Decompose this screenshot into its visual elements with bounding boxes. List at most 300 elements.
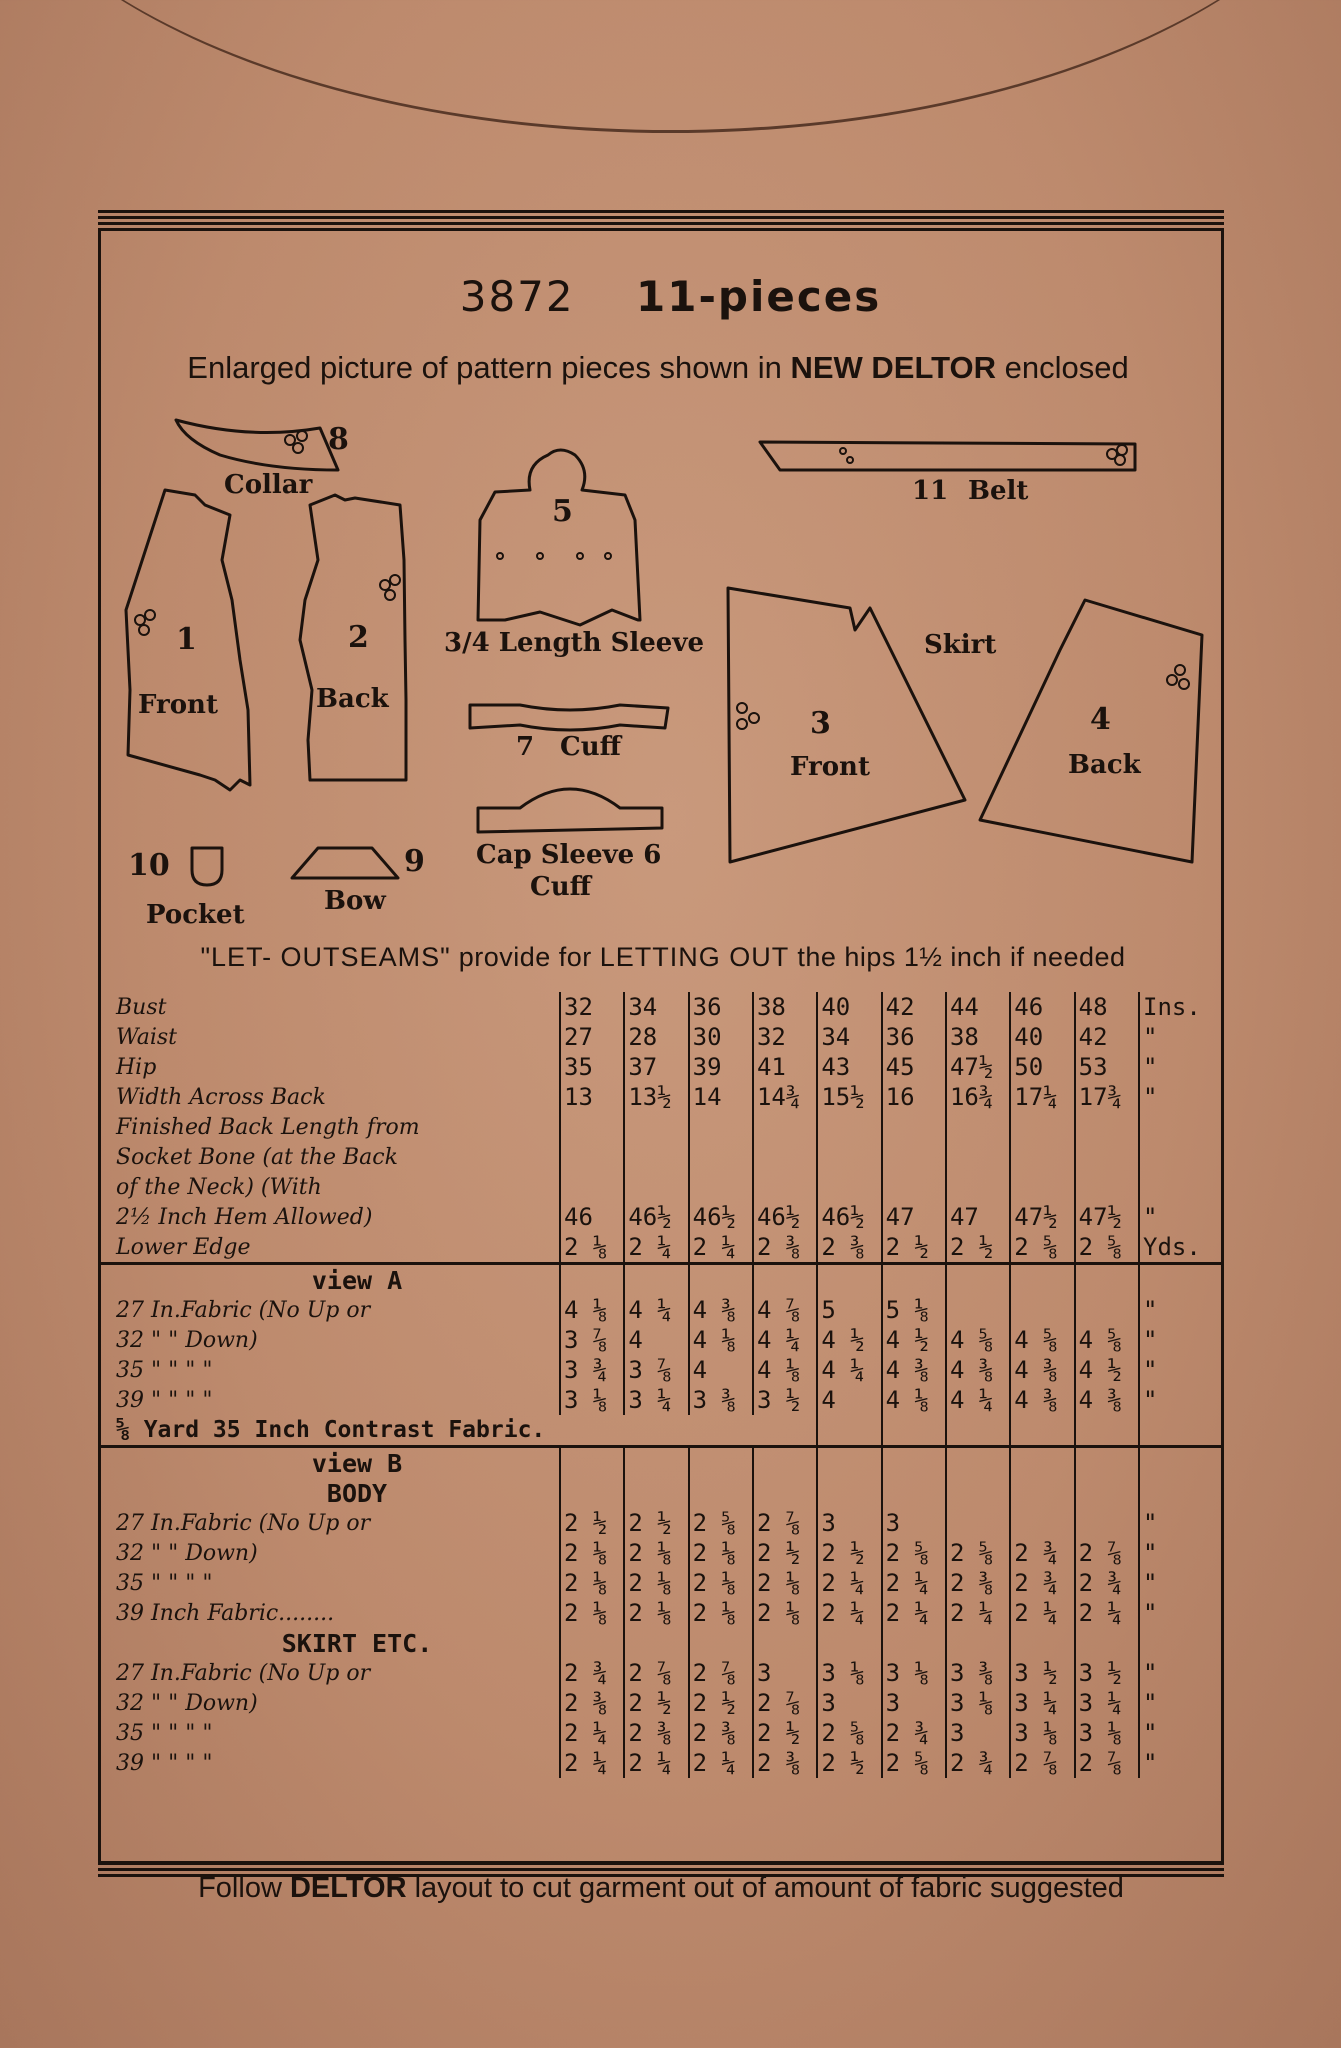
size-value: 39 bbox=[689, 1052, 753, 1082]
measurement-row bbox=[98, 1172, 1224, 1202]
empty-cell bbox=[946, 1447, 1010, 1479]
back-number: 2 bbox=[348, 620, 369, 655]
size-value bbox=[1010, 1142, 1074, 1172]
size-value bbox=[817, 1172, 881, 1202]
size-value: 2 ½ bbox=[817, 1538, 881, 1568]
empty-cell bbox=[817, 1478, 881, 1508]
row-label: Width Across Back bbox=[116, 1085, 326, 1110]
unit-cell: " bbox=[1139, 1748, 1224, 1778]
empty-cell bbox=[753, 1478, 817, 1508]
size-value bbox=[1075, 1142, 1139, 1172]
size-value: 2 ⅝ bbox=[689, 1508, 753, 1538]
measurement-row bbox=[98, 1538, 1224, 1568]
size-value: 2 ¼ bbox=[689, 1748, 753, 1778]
measurement-row bbox=[98, 1022, 1224, 1052]
empty-cell bbox=[1010, 1264, 1074, 1296]
size-value: 37 bbox=[624, 1052, 688, 1082]
size-value: 2 ¼ bbox=[689, 1232, 753, 1264]
size-value: 2 ⅛ bbox=[753, 1598, 817, 1628]
empty-cell bbox=[689, 1447, 753, 1479]
row-label: Waist bbox=[116, 1025, 177, 1050]
row-label: 39 " " " " bbox=[116, 1751, 213, 1776]
contrast-fabric-row bbox=[98, 1415, 1224, 1447]
size-value: 13 bbox=[560, 1082, 624, 1112]
size-value bbox=[624, 1112, 688, 1142]
empty-cell bbox=[624, 1478, 688, 1508]
row-label: Socket Bone (at the Back bbox=[116, 1145, 398, 1170]
empty-cell bbox=[946, 1415, 1010, 1447]
size-value: 14 bbox=[689, 1082, 753, 1112]
size-value bbox=[560, 1142, 624, 1172]
size-value: 40 bbox=[817, 992, 881, 1022]
unit-cell: " bbox=[1139, 1508, 1224, 1538]
unit-cell: " bbox=[1139, 1082, 1224, 1112]
size-value: 2 ⅛ bbox=[560, 1232, 624, 1264]
size-value: 2 ½ bbox=[624, 1688, 688, 1718]
size-value bbox=[753, 1142, 817, 1172]
size-value: 4 ⅜ bbox=[689, 1295, 753, 1325]
size-value: 46 bbox=[1010, 992, 1074, 1022]
skirt-back-number: 4 bbox=[1090, 702, 1111, 737]
empty-cell bbox=[624, 1628, 688, 1658]
pocket-piece bbox=[192, 848, 222, 885]
size-value: 2 ⅝ bbox=[882, 1748, 946, 1778]
empty-cell bbox=[817, 1264, 881, 1296]
size-value: 2 ⅛ bbox=[624, 1538, 688, 1568]
size-value: 2 ⅝ bbox=[1010, 1232, 1074, 1264]
empty-cell bbox=[1075, 1447, 1139, 1479]
empty-cell bbox=[1010, 1415, 1074, 1447]
size-value: 2 ½ bbox=[753, 1538, 817, 1568]
size-value: 2 ⅝ bbox=[882, 1538, 946, 1568]
size-value: 53 bbox=[1075, 1052, 1139, 1082]
measurement-chart bbox=[98, 992, 1224, 1778]
empty-cell bbox=[689, 1478, 753, 1508]
size-value bbox=[689, 1112, 753, 1142]
row-label: 27 In.Fabric (No Up or bbox=[116, 1511, 371, 1536]
unit-cell: " bbox=[1139, 1385, 1224, 1415]
measurement-row bbox=[98, 1052, 1224, 1082]
size-value: 2 ⅞ bbox=[624, 1658, 688, 1688]
row-label: 27 In.Fabric (No Up or bbox=[116, 1298, 371, 1323]
empty-cell bbox=[882, 1415, 946, 1447]
cap-sleeve-label: Cap Sleeve 6 bbox=[476, 840, 662, 870]
skirt-front-number: 3 bbox=[810, 706, 831, 741]
footer-note bbox=[98, 1872, 1224, 1905]
size-value bbox=[753, 1172, 817, 1202]
row-label: 35 " " " " bbox=[116, 1358, 213, 1383]
size-value: 3 ⅞ bbox=[560, 1325, 624, 1355]
size-value: 4 ½ bbox=[817, 1325, 881, 1355]
unit-cell: " bbox=[1139, 1658, 1224, 1688]
section-header-row bbox=[98, 1478, 1224, 1508]
size-value: 30 bbox=[689, 1022, 753, 1052]
size-value: 2 ⅝ bbox=[1075, 1232, 1139, 1264]
empty-cell bbox=[689, 1264, 753, 1296]
unit-cell: " bbox=[1139, 1202, 1224, 1232]
size-value: 34 bbox=[817, 1022, 881, 1052]
unit-cell: " bbox=[1139, 1022, 1224, 1052]
sleeve-label: 3/4 Length Sleeve bbox=[444, 628, 704, 658]
size-value: 44 bbox=[946, 992, 1010, 1022]
empty-cell bbox=[1075, 1415, 1139, 1447]
size-value: 47 bbox=[882, 1202, 946, 1232]
size-value bbox=[946, 1112, 1010, 1142]
unit-cell: Yds. bbox=[1139, 1232, 1224, 1264]
size-value: 4 ⅝ bbox=[1010, 1325, 1074, 1355]
empty-cell bbox=[946, 1628, 1010, 1658]
empty-cell bbox=[560, 1264, 624, 1296]
measurement-row bbox=[98, 1568, 1224, 1598]
size-value: 3 bbox=[946, 1718, 1010, 1748]
row-label: 39 Inch Fabric........ bbox=[116, 1601, 335, 1626]
footer-before: Follow bbox=[198, 1872, 282, 1904]
size-value: 36 bbox=[882, 1022, 946, 1052]
size-value: 3 ¼ bbox=[624, 1385, 688, 1415]
measurement-row bbox=[98, 1202, 1224, 1232]
row-label: 39 " " " " bbox=[116, 1388, 213, 1413]
size-value: 2 ⅞ bbox=[753, 1508, 817, 1538]
size-value: 2 ½ bbox=[689, 1688, 753, 1718]
pieces-count: 11-pieces bbox=[636, 272, 882, 321]
size-value: 3 ⅛ bbox=[882, 1658, 946, 1688]
letout-rest: the hips 1½ inch if needed bbox=[797, 942, 1126, 972]
size-value: 35 bbox=[560, 1052, 624, 1082]
row-label: 35 " " " " bbox=[116, 1571, 213, 1596]
measurement-row bbox=[98, 1598, 1224, 1628]
size-value: 16 bbox=[882, 1082, 946, 1112]
size-value: 2 ⅛ bbox=[689, 1568, 753, 1598]
size-value: 46 bbox=[560, 1202, 624, 1232]
size-value bbox=[1075, 1172, 1139, 1202]
measurement-row bbox=[98, 1082, 1224, 1112]
size-value: 2 ⅝ bbox=[817, 1718, 881, 1748]
empty-cell bbox=[882, 1478, 946, 1508]
section-title: BODY bbox=[326, 1479, 388, 1508]
size-value: 5 ⅛ bbox=[882, 1295, 946, 1325]
subtitle-before: Enlarged picture of pattern pieces shown in bbox=[187, 350, 782, 385]
section-header-row bbox=[98, 1447, 1224, 1479]
size-value: 2 ¼ bbox=[1075, 1598, 1139, 1628]
cuff-label: Cuff bbox=[560, 732, 621, 762]
row-label: 32 " " Down) bbox=[116, 1541, 258, 1566]
size-value: 2 ⅜ bbox=[753, 1232, 817, 1264]
size-value: 2 ⅛ bbox=[753, 1568, 817, 1598]
measurement-row bbox=[98, 1748, 1224, 1778]
size-value: 2 ⅛ bbox=[560, 1568, 624, 1598]
empty-cell bbox=[1139, 1415, 1224, 1447]
size-value: 3 ⅛ bbox=[1075, 1718, 1139, 1748]
letout-note bbox=[108, 942, 1218, 973]
size-value: 46½ bbox=[624, 1202, 688, 1232]
letout-text: provide for bbox=[458, 942, 592, 972]
empty-cell bbox=[753, 1447, 817, 1479]
size-value: 3 ⅜ bbox=[689, 1385, 753, 1415]
size-value: 13½ bbox=[624, 1082, 688, 1112]
bottom-rule-1 bbox=[98, 1862, 1224, 1865]
row-label: Lower Edge bbox=[116, 1235, 251, 1260]
size-value: 3 ⅜ bbox=[946, 1658, 1010, 1688]
size-value: 2 ¾ bbox=[1075, 1568, 1139, 1598]
skirt-front-label: Front bbox=[790, 752, 870, 782]
size-value: 2 ¼ bbox=[560, 1748, 624, 1778]
size-value bbox=[882, 1112, 946, 1142]
size-value: 2 ⅞ bbox=[689, 1658, 753, 1688]
unit-cell: " bbox=[1139, 1598, 1224, 1628]
empty-cell bbox=[560, 1447, 624, 1479]
empty-cell bbox=[624, 1264, 688, 1296]
size-value: 2 ⅛ bbox=[689, 1538, 753, 1568]
size-value: 2 ½ bbox=[560, 1508, 624, 1538]
empty-cell bbox=[753, 1628, 817, 1658]
size-value bbox=[560, 1112, 624, 1142]
size-value: 2 ½ bbox=[817, 1748, 881, 1778]
size-value: 46½ bbox=[817, 1202, 881, 1232]
size-value: 4 ½ bbox=[1075, 1355, 1139, 1385]
row-label: 32 " " Down) bbox=[116, 1328, 258, 1353]
size-value: 3 bbox=[753, 1658, 817, 1688]
collar-piece bbox=[176, 420, 338, 470]
size-value: 2 ¼ bbox=[817, 1598, 881, 1628]
size-value bbox=[882, 1172, 946, 1202]
bow-piece bbox=[292, 848, 398, 878]
size-value: 3 bbox=[882, 1508, 946, 1538]
sleeve-number: 5 bbox=[552, 494, 573, 529]
size-value: 17¾ bbox=[1075, 1082, 1139, 1112]
row-label: 35 " " " " bbox=[116, 1721, 213, 1746]
size-value: 4 ⅛ bbox=[560, 1295, 624, 1325]
size-value bbox=[1075, 1295, 1139, 1325]
section-title: view A bbox=[98, 1264, 560, 1296]
size-value: 48 bbox=[1075, 992, 1139, 1022]
size-value: 3 ⅛ bbox=[817, 1658, 881, 1688]
belt-label: Belt bbox=[968, 476, 1029, 506]
empty-cell bbox=[946, 1478, 1010, 1508]
pattern-pieces-diagram bbox=[0, 0, 1341, 940]
size-value: 2 ⅛ bbox=[689, 1598, 753, 1628]
size-value: 2 ¼ bbox=[882, 1598, 946, 1628]
size-value: 4 ⅜ bbox=[1010, 1385, 1074, 1415]
size-value: 3 ½ bbox=[753, 1385, 817, 1415]
size-value: 27 bbox=[560, 1022, 624, 1052]
size-value: 32 bbox=[560, 992, 624, 1022]
size-value: 4 ¼ bbox=[753, 1325, 817, 1355]
size-value: 2 ⅝ bbox=[946, 1538, 1010, 1568]
size-value bbox=[1075, 1508, 1139, 1538]
empty-cell bbox=[817, 1415, 881, 1447]
size-value bbox=[817, 1112, 881, 1142]
measurement-row bbox=[98, 1718, 1224, 1748]
subtitle-brand: NEW DELTOR bbox=[790, 350, 996, 385]
size-value: 4 ⅝ bbox=[946, 1325, 1010, 1355]
belt-piece bbox=[760, 442, 1135, 470]
size-value: 2 ⅜ bbox=[817, 1232, 881, 1264]
bow-label: Bow bbox=[324, 886, 386, 916]
unit-cell: " bbox=[1139, 1355, 1224, 1385]
size-value bbox=[817, 1142, 881, 1172]
size-value: 14¾ bbox=[753, 1082, 817, 1112]
empty-cell bbox=[560, 1628, 624, 1658]
size-value: 2 ¾ bbox=[882, 1718, 946, 1748]
front-number: 1 bbox=[176, 622, 197, 657]
row-label: 27 In.Fabric (No Up or bbox=[116, 1661, 371, 1686]
size-value: 2 ½ bbox=[882, 1232, 946, 1264]
size-value: 4 bbox=[689, 1355, 753, 1385]
size-value: 34 bbox=[624, 992, 688, 1022]
size-value: 42 bbox=[1075, 1022, 1139, 1052]
size-value: 3 ½ bbox=[1075, 1658, 1139, 1688]
measurement-row bbox=[98, 1385, 1224, 1415]
section-title: SKIRT ETC. bbox=[281, 1629, 433, 1658]
size-value: 4 ⅜ bbox=[946, 1355, 1010, 1385]
unit-cell bbox=[1139, 1112, 1224, 1142]
pocket-label: Pocket bbox=[146, 900, 245, 930]
size-value: 2 ⅜ bbox=[560, 1688, 624, 1718]
size-value: 4 ⅜ bbox=[882, 1355, 946, 1385]
size-value: 47 bbox=[946, 1202, 1010, 1232]
unit-cell: " bbox=[1139, 1718, 1224, 1748]
size-value: 2 ⅛ bbox=[560, 1598, 624, 1628]
size-value: 3 ⅞ bbox=[624, 1355, 688, 1385]
size-value bbox=[882, 1142, 946, 1172]
footer-brand: DELTOR bbox=[289, 1872, 407, 1904]
size-value: 4 ⅛ bbox=[753, 1355, 817, 1385]
size-value: 16¾ bbox=[946, 1082, 1010, 1112]
size-value: 42 bbox=[882, 992, 946, 1022]
size-value: 4 ⅜ bbox=[1075, 1385, 1139, 1415]
cap-cuff-label: Cuff bbox=[530, 872, 591, 902]
measurement-row bbox=[98, 1355, 1224, 1385]
size-value: 5 bbox=[817, 1295, 881, 1325]
size-value bbox=[1075, 1112, 1139, 1142]
size-value: 3 bbox=[817, 1508, 881, 1538]
size-value: 2 ¾ bbox=[1010, 1568, 1074, 1598]
size-value: 38 bbox=[946, 1022, 1010, 1052]
cap-cuff-piece bbox=[478, 789, 662, 832]
empty-cell bbox=[1139, 1628, 1224, 1658]
empty-cell bbox=[624, 1447, 688, 1479]
size-value: 2 ½ bbox=[946, 1232, 1010, 1264]
measurement-table bbox=[98, 992, 1224, 1778]
size-value: 36 bbox=[689, 992, 753, 1022]
size-value bbox=[946, 1508, 1010, 1538]
measurement-row bbox=[98, 1142, 1224, 1172]
unit-cell: " bbox=[1139, 1295, 1224, 1325]
sleeve-piece bbox=[478, 450, 640, 625]
size-value: 17¼ bbox=[1010, 1082, 1074, 1112]
size-value: 47½ bbox=[1075, 1202, 1139, 1232]
section-title: view B bbox=[98, 1447, 560, 1479]
size-value: 45 bbox=[882, 1052, 946, 1082]
size-value: 3 bbox=[817, 1688, 881, 1718]
unit-cell: " bbox=[1139, 1568, 1224, 1598]
measurement-row bbox=[98, 1295, 1224, 1325]
collar-number: 8 bbox=[328, 422, 349, 457]
size-value: 2 ½ bbox=[753, 1718, 817, 1748]
empty-cell bbox=[560, 1478, 624, 1508]
size-value: 3 ⅛ bbox=[560, 1385, 624, 1415]
measurement-row bbox=[98, 992, 1224, 1022]
empty-cell bbox=[1139, 1264, 1224, 1296]
skirt-label: Skirt bbox=[924, 630, 997, 660]
size-value: 4 ⅜ bbox=[1010, 1355, 1074, 1385]
size-value: 41 bbox=[753, 1052, 817, 1082]
size-value bbox=[560, 1172, 624, 1202]
size-value bbox=[1010, 1508, 1074, 1538]
size-value: 2 ¼ bbox=[560, 1718, 624, 1748]
pocket-number: 10 bbox=[128, 848, 170, 883]
size-value bbox=[946, 1172, 1010, 1202]
empty-cell bbox=[946, 1264, 1010, 1296]
row-label: of the Neck) (With bbox=[116, 1175, 322, 1200]
size-value: 2 ⅞ bbox=[1075, 1538, 1139, 1568]
size-value: 2 ¼ bbox=[817, 1568, 881, 1598]
size-value bbox=[1010, 1112, 1074, 1142]
letout-title: "LET- OUTSEAMS" bbox=[200, 942, 451, 972]
size-value bbox=[689, 1142, 753, 1172]
bottom-rule-2 bbox=[98, 1868, 1224, 1871]
size-value: 3 ⅛ bbox=[946, 1688, 1010, 1718]
unit-cell: " bbox=[1139, 1052, 1224, 1082]
size-value: 4 ¼ bbox=[817, 1355, 881, 1385]
size-value bbox=[624, 1172, 688, 1202]
belt-number: 11 bbox=[912, 476, 949, 506]
size-value: 47½ bbox=[1010, 1202, 1074, 1232]
pattern-number: 3872 bbox=[459, 272, 575, 321]
row-label: Bust bbox=[116, 995, 167, 1020]
section-header-row bbox=[98, 1264, 1224, 1296]
footer-after: layout to cut garment out of amount of fabric suggested bbox=[414, 1872, 1124, 1904]
empty-cell bbox=[1139, 1478, 1224, 1508]
size-value: 2 ⅛ bbox=[624, 1598, 688, 1628]
size-value bbox=[946, 1295, 1010, 1325]
cuff-7-piece bbox=[470, 705, 668, 730]
empty-cell bbox=[1075, 1478, 1139, 1508]
subtitle-after: enclosed bbox=[1004, 350, 1129, 385]
row-label: 2½ Inch Hem Allowed) bbox=[116, 1205, 373, 1230]
size-value: 3 ¼ bbox=[1075, 1688, 1139, 1718]
empty-cell bbox=[689, 1628, 753, 1658]
size-value: 2 ¼ bbox=[624, 1232, 688, 1264]
size-value: 43 bbox=[817, 1052, 881, 1082]
section-header-row bbox=[98, 1628, 1224, 1658]
unit-cell bbox=[1139, 1172, 1224, 1202]
size-value: 3 ½ bbox=[1010, 1658, 1074, 1688]
size-value: 2 ¼ bbox=[946, 1598, 1010, 1628]
size-value: 4 ⅝ bbox=[1075, 1325, 1139, 1355]
empty-cell bbox=[1010, 1447, 1074, 1479]
bow-number: 9 bbox=[404, 844, 425, 879]
empty-cell bbox=[817, 1447, 881, 1479]
row-label: 32 " " Down) bbox=[116, 1691, 258, 1716]
size-value bbox=[946, 1142, 1010, 1172]
size-value: 2 ¾ bbox=[1010, 1538, 1074, 1568]
unit-cell: Ins. bbox=[1139, 992, 1224, 1022]
size-value: 4 ⅞ bbox=[753, 1295, 817, 1325]
size-value: 4 ¼ bbox=[946, 1385, 1010, 1415]
unit-cell: " bbox=[1139, 1538, 1224, 1568]
empty-cell bbox=[1139, 1447, 1224, 1479]
empty-cell bbox=[882, 1447, 946, 1479]
size-value: 2 ½ bbox=[624, 1508, 688, 1538]
empty-cell bbox=[882, 1264, 946, 1296]
row-label: Hip bbox=[116, 1055, 157, 1080]
letout-caps: LETTING OUT bbox=[599, 942, 790, 972]
contrast-fabric-note: ⅝ Yard 35 Inch Contrast Fabric. bbox=[116, 1417, 546, 1443]
size-value: 3 ⅛ bbox=[1010, 1718, 1074, 1748]
measurement-row bbox=[98, 1325, 1224, 1355]
unit-cell: " bbox=[1139, 1325, 1224, 1355]
